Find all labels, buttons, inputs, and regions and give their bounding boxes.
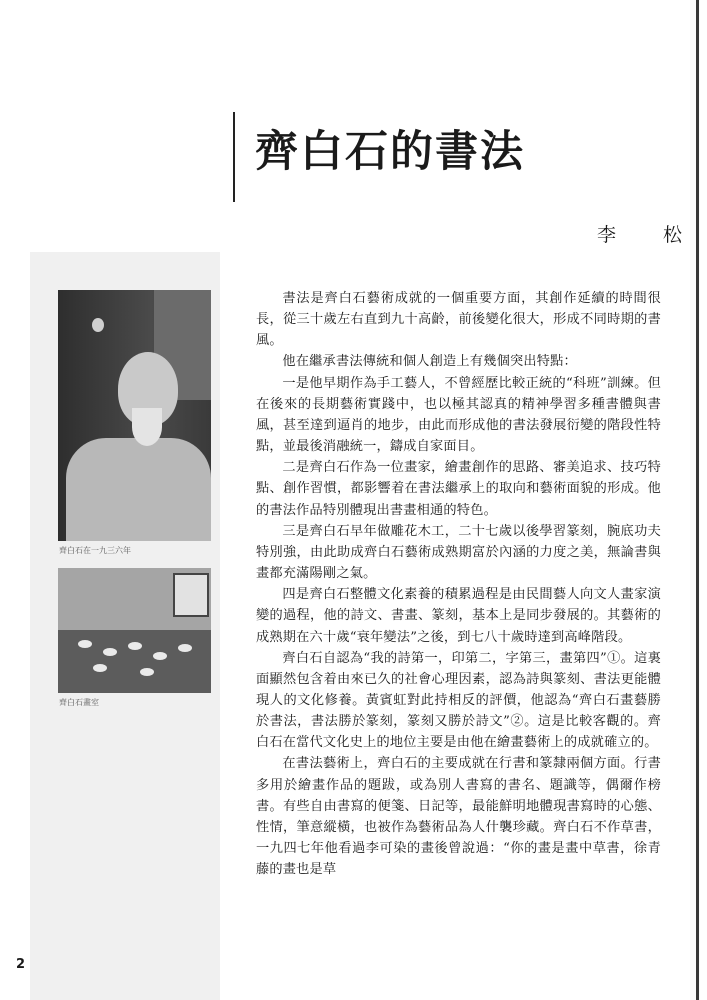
body-paragraph: 書法是齊白石藝術成就的一個重要方面，其創作延續的時間很長，從三十歲左右直到九十高齡，前後變化很大，形成不同時期的書風。 [256,291,661,349]
studio-dish [178,644,192,652]
page-number: 2 [16,957,26,972]
portrait-photo [58,290,211,541]
studio-dish [78,640,92,648]
portrait-caption: 齊白石在一九三六年 [59,546,131,555]
body-paragraph: 在書法藝術上，齊白石的主要成就在行書和篆隸兩個方面。行書多用於繪畫作品的題跋，或為別人書寫的書名、題識等，偶爾作榜書。有些自由書寫的便箋、日記等，最能鮮明地體現書寫時的心態、性情，筆意縱橫，也被作為藝術品為人什襲珍藏。齊白石不作草書，一九四七年他看過李可染的畫後曾說過：“你的畫是畫中草書，徐青藤的畫也是草 [256,756,661,878]
studio-dish [93,664,107,672]
article-body [256,288,661,880]
body-paragraph: 四是齊白石整體文化素養的積累過程是由民間藝人向文人畫家演變的過程，他的詩文、書畫、篆刻，基本上是同步發展的。其藝術的成熟期在六十歲“衰年變法”之後，到七八十歲時達到高峰階段。 [256,587,661,645]
studio-photo [58,568,211,693]
studio-dish [153,652,167,660]
studio-dish [103,648,117,656]
title-rule [233,112,235,202]
studio-caption: 齊白石畫室 [59,698,99,707]
article-title: 齊白石的書法 [255,127,525,177]
body-paragraph: 他在繼承書法傳統和個人創造上有幾個突出特點： [282,354,577,370]
photo-figure-body [66,438,211,541]
studio-dish [128,642,142,650]
page-edge-shadow [696,0,699,1000]
photo-figure-beard [132,408,162,446]
body-paragraph: 齊白石自認為“我的詩第一，印第二，字第三，畫第四”①。這裏面顯然包含着由來已久的社會心理因素，認為詩與篆刻、書法更能體現人的文化修養。黃賓虹對此持相反的評價，他認為“齊白石畫藝勝於書法，書法勝於篆刻，篆刻又勝於詩文”②。這是比較客觀的。齊白石在當代文化史上的地位主要是由他在繪畫藝術上的成就確立的。 [256,650,661,751]
body-paragraph: 二是齊白石作為一位畫家，繪畫創作的思路、審美追求、技巧特點、創作習慣，都影響着在書法繼承上的取向和藝術面貌的形成。他的書法作品特別體現出書畫相通的特色。 [256,460,661,518]
studio-frame [173,573,209,617]
article-author: 李 松 [597,224,697,246]
body-paragraph: 三是齊白石早年做雕花木工，二十七歲以後學習篆刻，腕底功夫特別強，由此助成齊白石藝術成熟期富於內涵的力度之美，無論書與畫都充滿陽剛之氣。 [256,523,661,582]
photo-lamp [92,318,104,332]
studio-dish [140,668,154,676]
body-paragraph: 一是他早期作為手工藝人，不曾經歷比較正統的“科班”訓練。但在後來的長期藝術實踐中，也以極其認真的精神學習多種書體與書風，甚至達到逼肖的地步，由此而形成他的書法發展衍變的階段性特點，並最後消融統一，鑄成自家面目。 [256,375,661,455]
